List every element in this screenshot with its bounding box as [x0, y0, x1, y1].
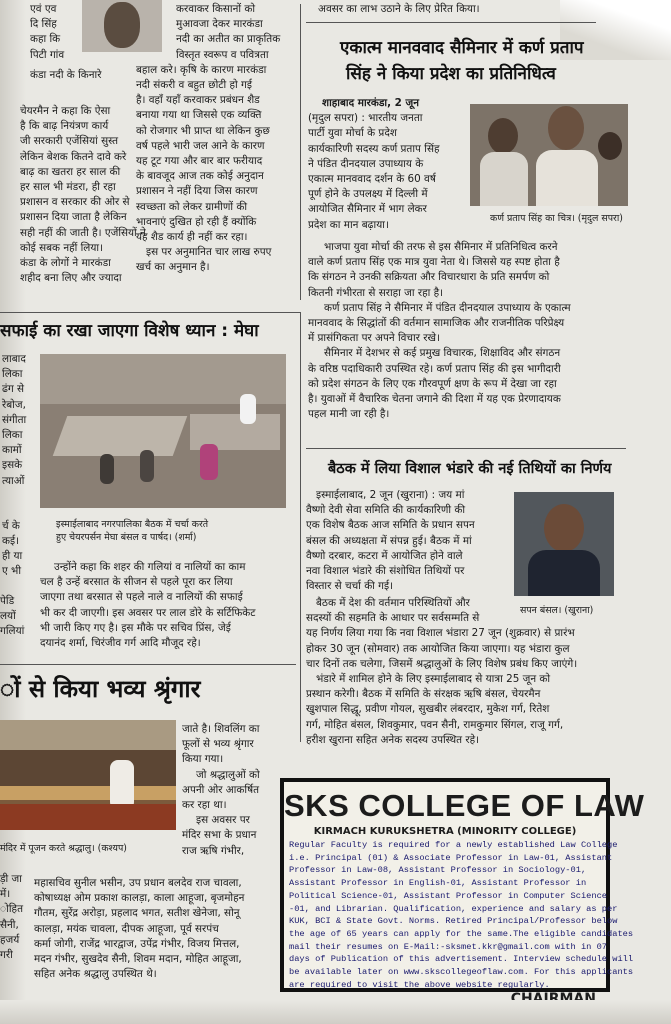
text-line: चेयरमैन ने कहा कि ऐसा — [20, 105, 111, 117]
text-line: महासचिव सुनील भसीन, उप प्रधान बलदेव राज चावला, — [34, 877, 242, 889]
top-right-line — [318, 2, 568, 17]
advert-line: KUK, BCI & State Govt. Norms. Retired Principal/Professor below — [289, 916, 618, 927]
text-line: चल है उन्हें बरसात के सीजन से पहले पूरा कर लिया — [40, 576, 233, 589]
text-line: गलियां — [0, 625, 25, 638]
text-line: ने पंडित दीनदयाल उपाध्याय के — [308, 157, 424, 170]
text-line: प्रदेश का मान बढ़ाया। — [308, 218, 389, 231]
advert-line: be available later on www.skscollegeoflaw.com. For this applicants — [289, 967, 634, 978]
text-line: अवसर का लाभ उठाने के लिए प्रेरित किया। — [318, 3, 480, 15]
text-line: दयानंद शर्मा, चिरंजीव गर्ग आदि मौजूद रहे। — [40, 637, 201, 650]
text-line: हरीश खुराना सहित अनेक सदस्य उपस्थित रहे। — [306, 733, 480, 746]
advert-subtitle: KIRMACH KURUKSHETRA (MINORITY COLLEGE) — [313, 826, 577, 837]
text-line: पिटी गांव — [30, 48, 65, 61]
text-line: किया गया। — [182, 753, 224, 766]
text-line: गौतम, सुरेंद्र अरोड़ा, प्रहलाद भगत, सतीश खेनेजा, सोनू — [34, 907, 240, 920]
text-line: इस अवसर पर — [196, 814, 250, 827]
text-line: संगीता — [2, 413, 27, 426]
text-line: हर साल भी मंडरा, ही रहा — [20, 181, 116, 194]
dateline: शाहाबाद मारकंडा, 2 जून — [322, 97, 419, 109]
text-line: राज ऋषि गंभीर, — [182, 844, 245, 857]
text-line: भावनाएं दुखित हो रही हैं क्योंकि — [136, 215, 257, 228]
text-line: बहाल करे। कृषि के कारण मारकंडा — [136, 63, 267, 76]
text-line: यह शैड कार्य ही नहीं कर रहा। — [136, 231, 248, 244]
text-line: भी जारी किए गए है। इस मौके पर सचिव प्रिंस, जेई — [40, 621, 231, 634]
text-line: कोषाध्यक्ष ओम प्रकाश कालड़ा, काला आहूजा, बृजमोहन — [34, 892, 245, 905]
section-rule — [0, 312, 300, 313]
text-line: प्रशासन ने नहीं दिया जिस कारण — [136, 185, 258, 198]
story1-headline-line1: एकात्म मानववाद सैमिनार में कर्ण प्रताप — [340, 38, 584, 58]
text-line: अपनी ओर आकर्षित — [182, 783, 260, 796]
story2-side-fragments — [2, 352, 36, 580]
story1-headline-line2: सिंह ने किया प्रदेश का प्रतिनिधित्व — [346, 64, 556, 84]
text-line: नदी संकरी व बहुत छोटी हो गई — [136, 79, 252, 92]
text-line: वैष्णो दरबार, कटरा में आयोजित होने वाले — [306, 549, 463, 562]
text-line: भी कर दी जाएगी। इस अवसर पर लाल डोरे के सर्टिफिकेट — [40, 606, 256, 619]
text-line: सैमिनार में देशभर से कई प्रमुख विचारक, शिक्षाविद और संगठन — [324, 347, 561, 360]
text-line: लिका — [2, 429, 23, 442]
text-line: जी सरकारी एजेंसियां सुस्त — [20, 135, 119, 148]
text-line: बनाया गया था जिससे एक व्यक्ति — [136, 109, 262, 122]
text-line: बंसल की अध्यक्षता में संपन्न हुई। बैठक में मां — [306, 534, 472, 547]
advert-line: mail their resumes on E-Mail:-sksmet.kkr@gmail.com with in 07 — [289, 941, 608, 952]
story2-meeting-photo — [40, 354, 286, 508]
text-line: पूर्ण होने के उपलक्ष्य में दिल्ली में — [308, 188, 428, 201]
text-line: बाढ़ का खतरा हर साल की — [20, 165, 121, 178]
story2-photo-caption — [56, 518, 296, 544]
text-line: यह टूट गया और बार बार फरीयाद — [136, 155, 263, 168]
text-line: सैनी, — [0, 918, 19, 931]
text-line: कि संगठन ने उनकी सक्रियता और विचारधारा के प्रति समर्पण को — [308, 271, 550, 284]
advert-body — [289, 839, 634, 991]
text-line: कर रहा था। — [182, 799, 227, 812]
text-line: र्च के — [2, 519, 20, 532]
text-line: मुआवजा देकर मारकंडा — [176, 18, 263, 31]
text-line: जाते है। शिवलिंग का — [182, 723, 260, 735]
text-line: को प्रदेश संगठन के लिए एक गौरवपूर्ण क्षण के रूप में देखा जा रहा — [308, 377, 557, 390]
text-line: चार दिनों तक चलेगा, जिसमें श्रद्धालुओं के लिए विशेष प्रबंध किए जाएंगे। — [306, 657, 578, 670]
story1-photo — [470, 104, 628, 206]
text-line: कितनी गंभीरता से सराहा जा रहा है। — [308, 286, 444, 299]
text-line: को रोजगार भी प्राप्त था लेकिन कुछ — [136, 124, 270, 137]
text-line: आयोजित सैमिनार में भाग लेकर — [308, 203, 427, 216]
text-line: उन्होंने कहा कि शहर की गलियां व नालियों का काम — [54, 561, 246, 573]
text-line: ही या — [2, 550, 23, 563]
mid-story-text — [136, 2, 296, 276]
advert-line: i.e. Principal (01) & Associate Professor in Law-01, Assistant — [289, 852, 613, 863]
section-rule — [306, 448, 626, 449]
advert-line: Assistant Professor in English-01, Assistant Professor in — [289, 878, 587, 889]
text-line: के वरिष्ठ पदाधिकारी उपस्थित रहे। कर्ण प्रताप सिंह की इस भागीदारी — [308, 362, 561, 375]
text-line: कार्यकारिणी सदस्य कर्ण प्रताप सिंह — [308, 142, 440, 155]
text-line: कहा कि — [30, 33, 61, 46]
text-line: मानववाद के सिद्धांतों की वर्तमान सामाजिक और राजनीतिक परिप्रेक्ष्य — [308, 317, 565, 330]
text-line: स्वच्छता को लेकर ग्रामीणों की — [136, 200, 248, 213]
text-line: खर्च का अनुमान है। — [136, 261, 210, 274]
text-line: नवा विशाल भंडारे की संशोधित तिथियों पर — [306, 565, 465, 578]
text-line: हजर्य — [0, 933, 20, 946]
text-line: लेकिन बेशक कितने दावे करे — [20, 150, 127, 163]
text-line: कर्ण प्रताप सिंह ने सैमिनार में पंडित दीनदयाल उपाध्याय के एकात्म — [324, 301, 571, 314]
text-line: इसके — [2, 459, 23, 472]
text-line: ए भी — [2, 565, 22, 578]
text-line: ढंग से — [2, 383, 25, 396]
text-line: सदस्यों की सहमति के आधार पर सर्वसम्मति से — [306, 612, 480, 625]
text-line: त्याओं — [2, 474, 25, 487]
advert-title: SKS COLLEGE OF LAW — [284, 788, 645, 823]
text-line: प्रशासन व सरकार की ओर से — [20, 196, 130, 209]
text-line: कामों — [2, 444, 22, 457]
text-line: पहल मानी जा रही है। — [308, 408, 390, 421]
text-line: विस्तृत स्वरूप व पवित्रता — [176, 48, 269, 61]
text-line: कालड़ा, मयंक चावला, दीपक आहूजा, पूर्व सरपंच — [34, 922, 219, 935]
text-line: है। वहाँ यहाँ करवाकर प्रबंधन शैड — [136, 94, 260, 107]
text-line: एवं एव — [30, 3, 57, 15]
text-line: फूलों से भव्य श्रृंगार — [182, 738, 254, 751]
story2-headline: सफाई का रखा जाएगा विशेष ध्यान : मेघा — [0, 321, 259, 341]
story3-headline: बैठक में लिया विशाल भंडारे की नई तिथियों का निर्णय — [328, 461, 612, 477]
text-line: (मृदुल सपरा) : भारतीय जनता — [308, 112, 423, 125]
text-line: भंडारे में शामिल होने के लिए इस्माईलाबाद से यात्रा 25 जून को — [316, 673, 551, 686]
text-line: कोई सबक नहीं लिया। — [20, 241, 103, 254]
text-line: वाले कर्ण प्रताप सिंह एक मात्र युवा नेता थे। जिससे यह स्पष्ट होता है — [308, 256, 560, 269]
left-top-text — [30, 2, 78, 63]
story3-portrait-photo — [514, 492, 614, 596]
sks-college-advert — [280, 778, 645, 992]
text-line: पेडि — [0, 595, 15, 607]
story4-headline: ों से किया भव्य श्रृंगार — [0, 675, 201, 703]
story4-body-text — [34, 876, 296, 982]
left-top-text-line — [30, 68, 130, 83]
caption-line: इस्माईलाबाद नगरपालिका बैठक में चर्चा करते — [56, 519, 209, 530]
text-line: सहित अनेक श्रद्धालु उपस्थित थे। — [34, 968, 157, 981]
text-line: ड़ी जा — [0, 873, 22, 885]
story1-body-text — [308, 240, 630, 422]
text-line: बैठक में देश की वर्तमान परिस्थितियों और — [316, 597, 470, 609]
text-line: लिका — [2, 368, 23, 381]
advert-line: the age of 65 years can apply for the same.The eligible candidates — [289, 928, 634, 939]
text-line: होकर 30 जून (सोमवार) तक आयोजित किया जाएगा। यह भंडारा कुल — [306, 642, 570, 655]
text-line: प्रशासन दिया जाता है लेकिन — [20, 211, 127, 224]
text-line: इस पर अनुमानित चार लाख रुपए — [146, 246, 272, 259]
dateline: इस्माईलाबाद, 2 जून (खुराना) : जय मां — [316, 489, 465, 501]
advert-line: -01, and Librarian. Qualification, experience and salary as per — [289, 903, 618, 914]
story4-left-edge-fragments — [0, 872, 30, 963]
advert-line: are required to visit the above website regularly. — [289, 979, 550, 990]
text-line: एकात्म मानववाद दर्शन के 60 वर्ष — [308, 173, 436, 186]
text-line: में प्रासंगिकता पर अपने विचार रखे। — [308, 332, 440, 345]
advert-line: Political Science-01, Assistant Professor in Computer Science — [289, 890, 608, 901]
text-line: भाजपा युवा मोर्चा की तरफ से इस सैमिनार में प्रतिनिधित्व करने — [324, 241, 558, 253]
text-line: पार्टी युवा मोर्चा के प्रदेश — [308, 127, 397, 140]
column-divider — [300, 312, 301, 742]
story4-photo-caption: मंदिर में पूजन करते श्रद्धालु। (कश्यप) — [0, 843, 127, 854]
story3-intro-text — [306, 488, 510, 594]
text-line: रेबोज, — [2, 398, 26, 411]
story2-edge-fragments — [0, 594, 34, 640]
text-line: है। युवाओं में वैचारिक चेतना जगाने की दिशा में यह एक प्रेरणादायक — [308, 393, 561, 406]
story4-right-text — [182, 722, 294, 859]
text-line: शहीद बना लिए और ज्यादा — [20, 272, 122, 285]
section-rule — [0, 664, 296, 665]
story2-body-text — [40, 560, 290, 651]
text-line: वैष्णो देवी सेवा समिति की कार्यकारिणी की — [306, 504, 466, 517]
text-line: ोहित — [0, 903, 23, 916]
story3-body-text — [306, 596, 632, 748]
bottom-page-edge — [0, 1000, 671, 1024]
text-line: प्रस्थान करेगी। बैठक में समिति के संरक्षक ऋषि बंसल, चेयरमैन — [306, 688, 541, 701]
text-line: जो श्रद्धालुओं को — [196, 768, 260, 781]
text-line: में। — [0, 888, 11, 901]
story1-photo-caption: कर्ण प्रताप सिंह का चित्र। (मृदुल सपरा) — [490, 213, 623, 224]
text-line: लाबाद — [2, 353, 26, 365]
text-line: सही नहीं की जाती है। एजेंसियों ने — [20, 226, 146, 239]
text-line: के बावजूद आज तक कोई अनुदान — [136, 170, 264, 183]
advert-line: days of Publication of this advertisement. Interview schedule will — [289, 954, 634, 965]
left-story-text — [20, 104, 146, 286]
text-line: गरी — [0, 949, 13, 962]
text-line: कंडा नदी के किनारे — [30, 69, 102, 81]
text-line: विस्तार से चर्चा की गई। — [306, 580, 394, 593]
text-line: यह निर्णय लिया गया कि नवा विशाल भंडारा 27 जून (शुक्रवार) से प्रारंभ — [306, 627, 575, 640]
advert-line: Regular Faculty is required for a newly established Law College — [289, 840, 618, 850]
text-line: मंदिर सभा के प्रधान — [182, 829, 257, 842]
caption-line: हुए चेयरपर्सन मेघा बंसल व पार्षद। (शर्मा) — [56, 532, 197, 543]
text-line: करवाकर किसानों को — [176, 3, 256, 15]
text-line: है कि बाढ़ नियंत्रण कार्य — [20, 120, 109, 133]
text-line: वर्ष पहले भारी जल आने के कारण — [136, 139, 265, 152]
advert-line: Professor in Law-08, Assistant Professor in Sociology-01, — [289, 865, 587, 876]
text-line: जाएगा तथा बरसात से पहले नाले व नालियों की सफाई — [40, 591, 243, 604]
text-line: लयों — [0, 610, 16, 623]
text-line: खुशपाल सिद्धू, प्रवीण गोयल, सुखबीर लंबरदार, मुकेश गर्ग, रितेश — [306, 703, 550, 716]
text-line: गर्ग, मोहित बंसल, शिवकुमार, पवन सैनी, रामकुमार सिंगल, राजू गर्ग, — [306, 718, 564, 731]
column-divider — [300, 4, 301, 300]
section-rule — [306, 22, 596, 23]
text-line: कंडा के लोगों ने मारकंडा — [20, 257, 111, 270]
story1-intro-text — [308, 96, 464, 233]
text-line: कई। — [2, 535, 20, 548]
text-line: नदी का अतीत का प्राकृतिक — [176, 33, 281, 46]
text-line: दि सिंह — [30, 18, 57, 31]
text-line: एक विशेष बैठक आज समिति के प्रधान सपन — [306, 519, 475, 532]
story4-temple-photo — [0, 720, 176, 830]
story3-photo-caption: सपन बंसल। (खुराना) — [520, 605, 594, 616]
text-line: मदन गंभीर, सुखदेव सैनी, शिवम मदान, मोहित आहूजा, — [34, 953, 242, 966]
text-line: कर्मा जोगी, राजेंद्र भारद्वाज, उपेंद्र गंभीर, विजय मित्तल, — [34, 937, 240, 950]
